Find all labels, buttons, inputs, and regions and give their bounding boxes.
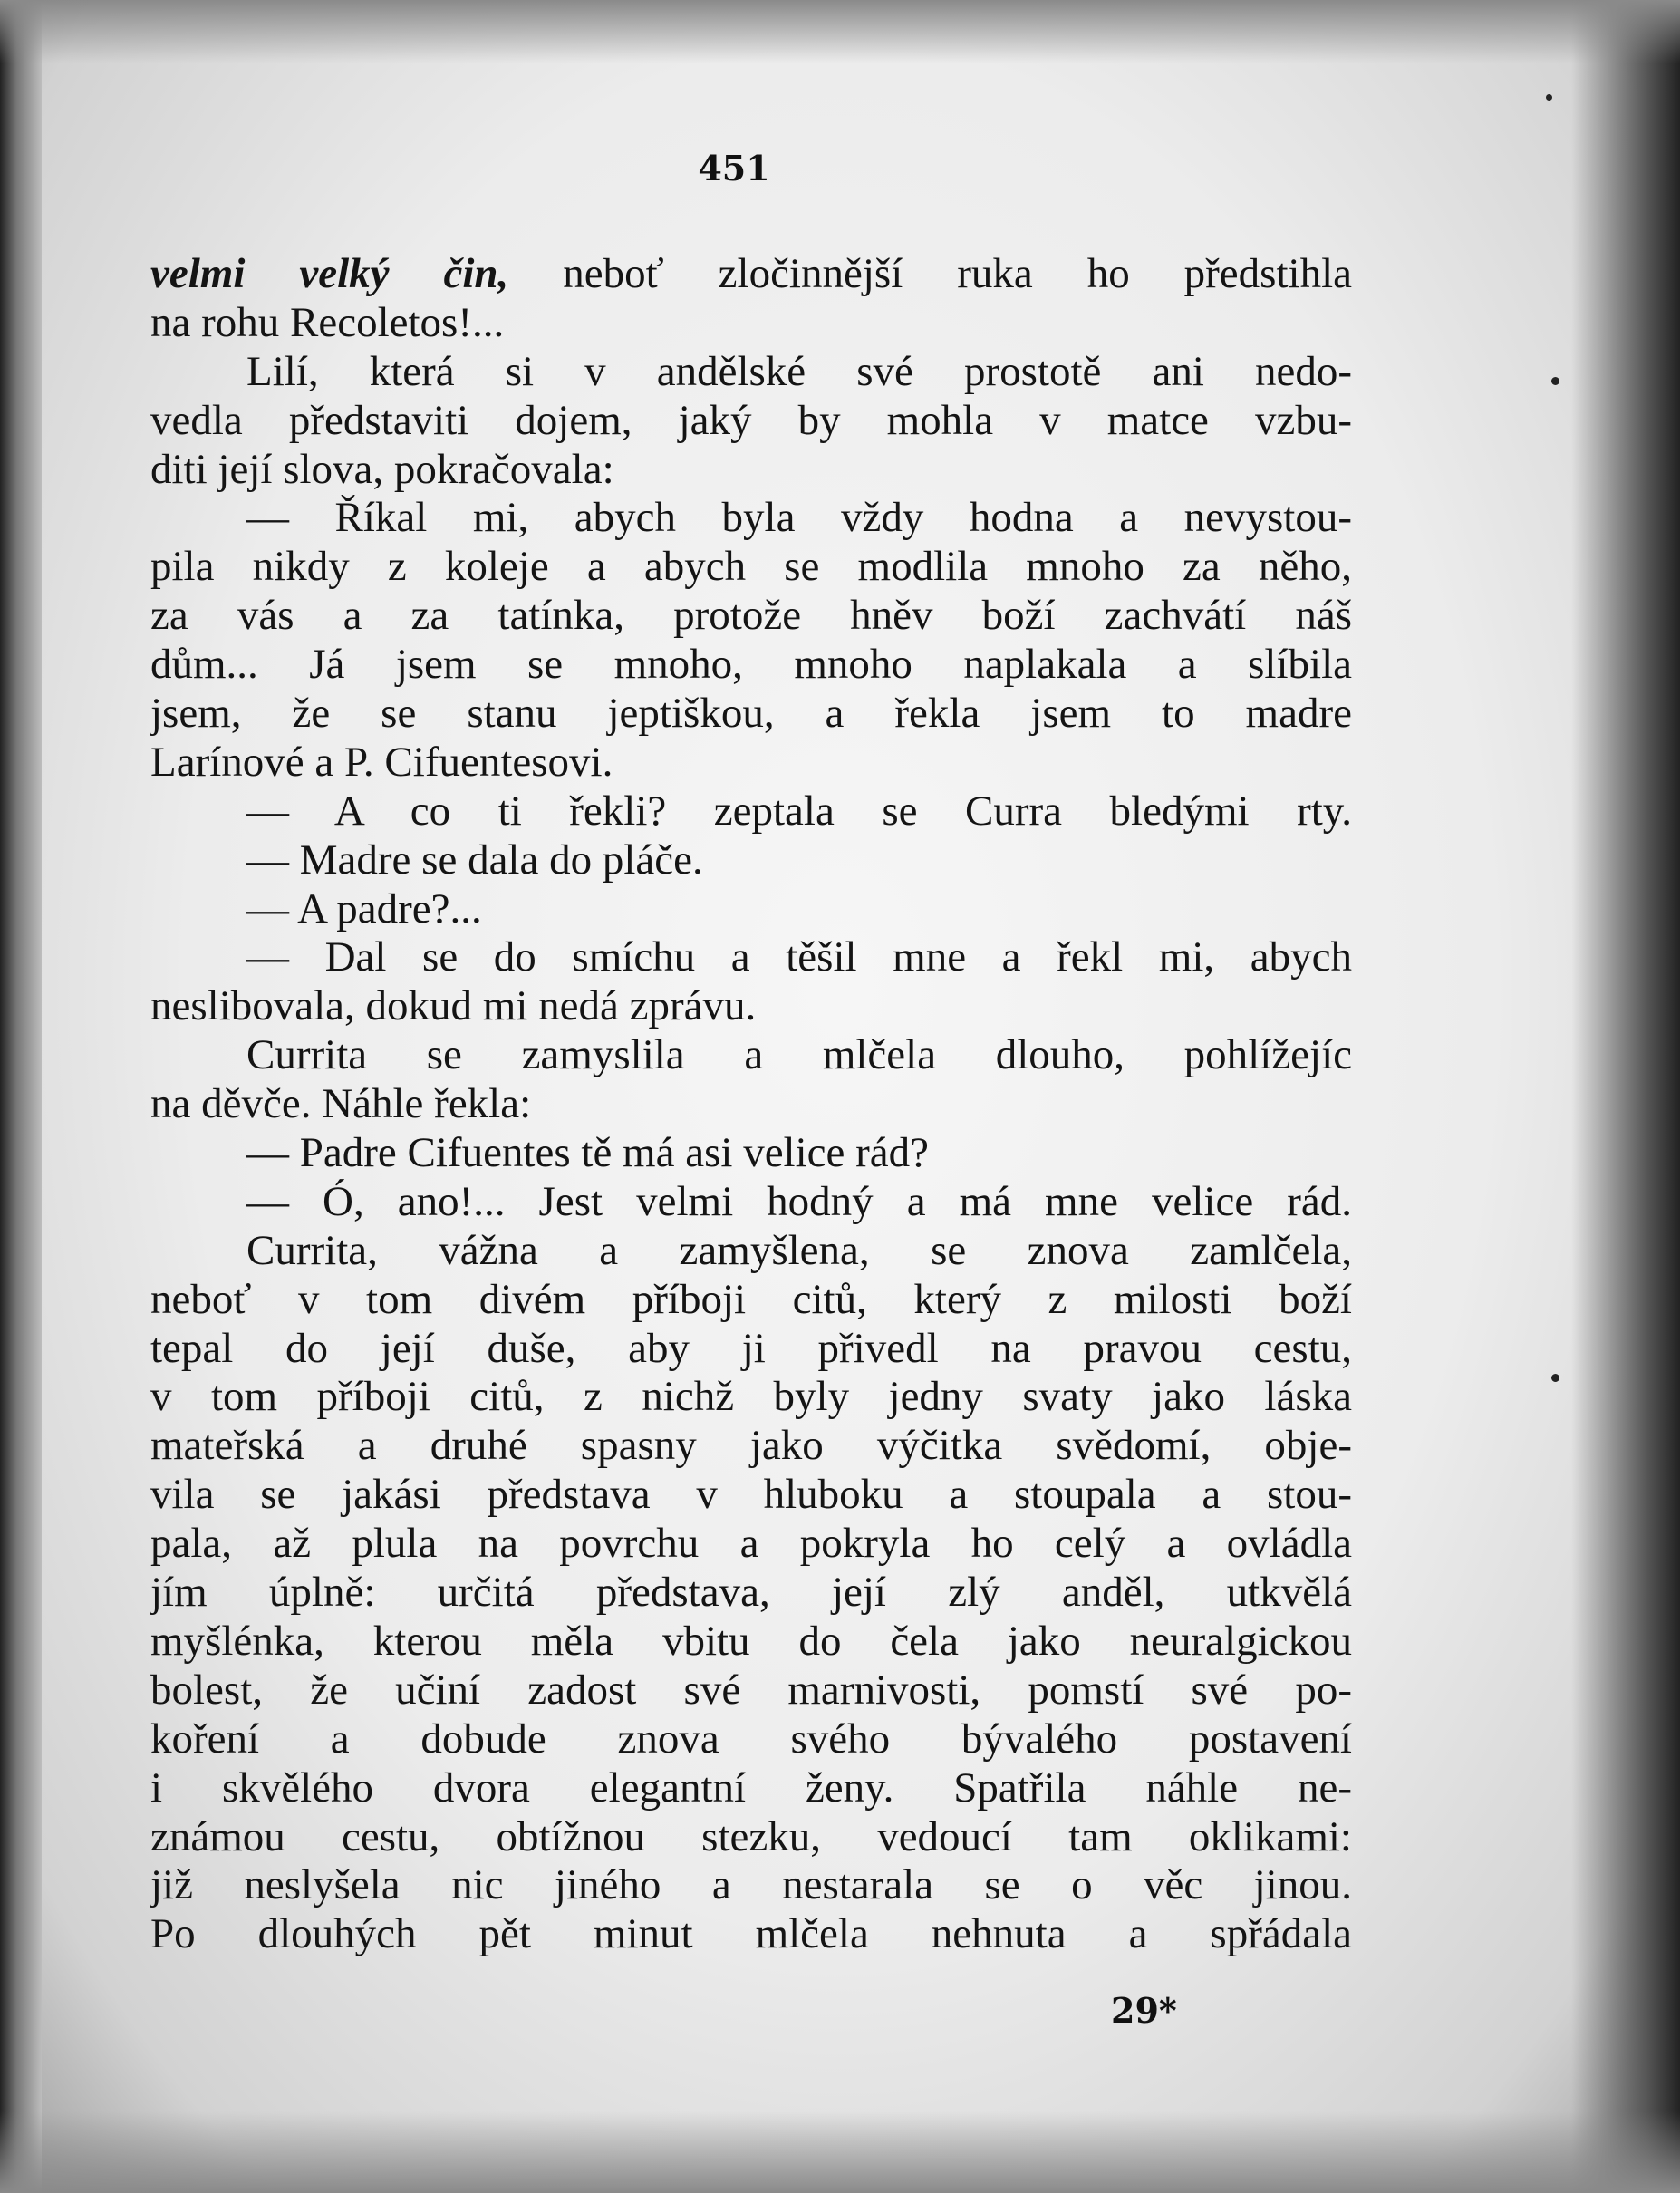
- text-line: [150, 1129, 1352, 1178]
- text-line: [150, 1666, 1352, 1715]
- page-bottom-edge-shadow: [0, 2111, 1680, 2193]
- page-top-edge-shadow: [0, 0, 1680, 63]
- text-line: [150, 641, 1352, 690]
- text-line: [150, 1373, 1352, 1422]
- line-text: vila se jakási představa v hluboku a stoupala a stou-: [150, 1471, 1352, 1519]
- line-text: koření a dobude znova svého bývalého postavení: [150, 1715, 1352, 1763]
- text-line: [150, 836, 1352, 885]
- line-text: dům... Já jsem se mnoho, mnoho naplakala a slíbila: [150, 641, 1352, 689]
- text-line: [150, 933, 1352, 982]
- line-text: — Ó, ano!... Jest velmi hodný a má mne velice rád.: [246, 1177, 1352, 1225]
- line-text: mateřská a druhé spasny jako výčitka svědomí, obje-: [150, 1422, 1352, 1470]
- text-line: [150, 1422, 1352, 1471]
- page-right-edge-shadow: [1571, 0, 1680, 2193]
- line-text: — A co ti řekli? zeptala se Curra bledými rty.: [246, 787, 1352, 835]
- text-line: [150, 1031, 1352, 1080]
- line-text: pala, až plula na povrchu a pokryla ho celý a ovládla: [150, 1520, 1352, 1568]
- emphasized-text: velmi velký čin,: [150, 250, 509, 297]
- text-line: [150, 787, 1352, 836]
- line-text: — Padre Cifuentes tě má asi velice rád?: [246, 1129, 930, 1177]
- line-text: v tom příboji citů, z nichž byly jedny svaty jako láska: [150, 1373, 1352, 1421]
- text-line: [150, 1618, 1352, 1666]
- text-line: [150, 982, 1352, 1031]
- text-line: [150, 1325, 1352, 1374]
- text-line: [150, 690, 1352, 739]
- line-text: neboť zločinnější ruka ho předstihla: [508, 250, 1352, 297]
- printer-signature-mark: 29*: [1111, 1990, 1177, 2031]
- page-number: 451: [698, 148, 770, 188]
- text-line: [150, 1715, 1352, 1764]
- line-text: již neslyšela nic jiného a nestarala se o věc jinou.: [150, 1861, 1352, 1909]
- line-text: pila nikdy z koleje a abych se modlila mnoho za něho,: [150, 543, 1352, 591]
- text-line: [150, 592, 1352, 641]
- text-line: [150, 1227, 1352, 1276]
- text-body: [150, 250, 1352, 1959]
- line-text: — A padre?...: [246, 884, 482, 932]
- text-line: [150, 1813, 1352, 1862]
- line-text: Lilí, která si v andělské své prostotě ani nedo-: [246, 347, 1352, 395]
- line-text: — Dal se do smíchu a těšil mne a řekl mi, abych: [246, 933, 1352, 981]
- line-text: — Říkal mi, abych byla vždy hodna a nevystou-: [246, 494, 1352, 542]
- text-line: [150, 1569, 1352, 1618]
- text-line: [150, 1764, 1352, 1813]
- line-text: Larínové a P. Cifuentesovi.: [150, 738, 613, 786]
- ink-speck: [1551, 1374, 1559, 1382]
- line-text: bolest, že učiní zadost své marnivosti, pomstí své po-: [150, 1666, 1352, 1714]
- line-text: vedla představiti dojem, jaký by mohla v matce vzbu-: [150, 396, 1352, 444]
- line-text: — Madre se dala do pláče.: [246, 836, 703, 884]
- line-text: známou cestu, obtížnou stezku, vedoucí tam oklikami:: [150, 1812, 1352, 1860]
- text-line: [150, 1861, 1352, 1910]
- text-line: [150, 885, 1352, 934]
- line-text: myšlénka, kterou měla vbitu do čela jako neuralgickou: [150, 1617, 1352, 1665]
- text-line: [150, 250, 1352, 299]
- text-line: [150, 1080, 1352, 1129]
- line-text: za vás a za tatínka, protože hněv boží zachvátí náš: [150, 592, 1352, 640]
- line-text: diti její slova, pokračovala:: [150, 445, 614, 493]
- ink-speck: [1546, 94, 1552, 101]
- line-text: jím úplně: určitá představa, její zlý anděl, utkvělá: [150, 1569, 1352, 1617]
- text-line: [150, 1178, 1352, 1227]
- line-text: neboť v tom divém příboji citů, který z milosti boží: [150, 1275, 1352, 1323]
- line-text: Currita, vážna a zamyšlena, se znova zamlčela,: [246, 1226, 1352, 1274]
- ink-speck: [1551, 377, 1559, 385]
- text-line: [150, 543, 1352, 592]
- text-line: [150, 299, 1352, 348]
- line-text: neslibovala, dokud mi nedá zprávu.: [150, 982, 757, 1030]
- text-line: [150, 397, 1352, 446]
- text-line: [150, 1471, 1352, 1520]
- text-line: [150, 1520, 1352, 1569]
- text-line: [150, 494, 1352, 543]
- line-text: na děvče. Náhle řekla:: [150, 1080, 532, 1128]
- line-text: Currita se zamyslila a mlčela dlouho, pohlížejíc: [246, 1031, 1352, 1079]
- text-line: [150, 348, 1352, 397]
- text-line: [150, 739, 1352, 787]
- text-line: [150, 1276, 1352, 1325]
- page-left-edge-shadow: [0, 0, 42, 2193]
- text-line: [150, 1910, 1352, 1959]
- line-text: na rohu Recoletos!...: [150, 298, 505, 346]
- line-text: Po dlouhých pět minut mlčela nehnuta a spřádala: [150, 1910, 1352, 1958]
- text-line: [150, 446, 1352, 495]
- line-text: tepal do její duše, aby ji přivedl na pravou cestu,: [150, 1324, 1352, 1372]
- line-text: jsem, že se stanu jeptiškou, a řekla jsem to madre: [150, 690, 1352, 738]
- line-text: i skvělého dvora elegantní ženy. Spatřila náhle ne-: [150, 1763, 1352, 1811]
